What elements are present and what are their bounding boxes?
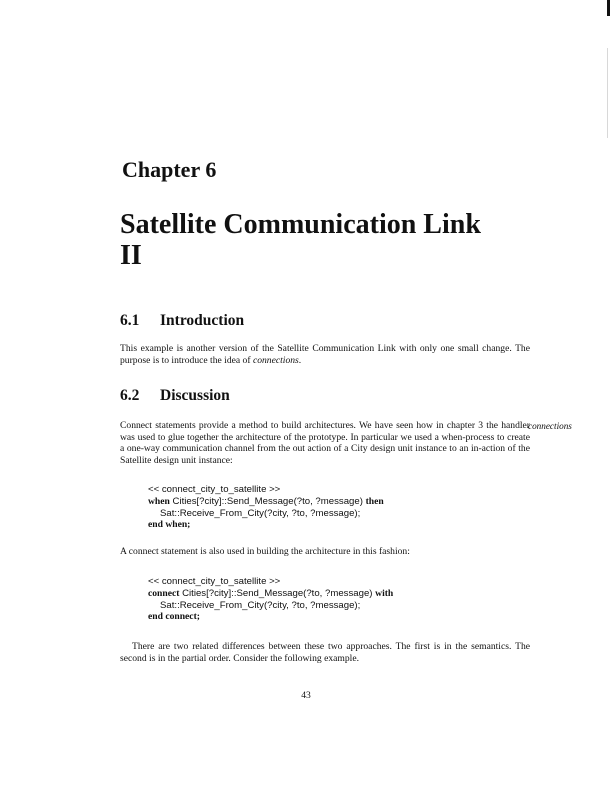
code-when-line — [148, 496, 384, 508]
code-expression: Cities[?city]::Send_Message(?to, ?message) — [179, 587, 376, 599]
chapter-title-line1: Satellite Communication Link — [120, 209, 481, 240]
code-label: << connect_city_to_satellite >> — [148, 484, 281, 495]
emphasis-connections: connections — [252, 354, 299, 366]
keyword-then: then — [365, 495, 384, 507]
code-body: Sat::Receive_From_City(?city, ?to, ?message); — [160, 507, 361, 519]
introduction-paragraph — [120, 343, 530, 366]
code-connect-line — [148, 588, 393, 600]
code-block-connect — [148, 576, 393, 623]
code-end — [148, 519, 384, 531]
code-block-when — [148, 484, 384, 531]
code-body: Sat::Receive_From_City(?city, ?to, ?message); — [160, 599, 361, 611]
keyword-with: with — [375, 587, 394, 599]
chapter-label: Chapter 6 — [122, 157, 217, 182]
keyword-end-connect: end connect; — [148, 611, 200, 623]
section-number: 6.2 — [120, 387, 140, 404]
chapter-title — [120, 209, 540, 271]
section-heading-introduction — [120, 312, 244, 330]
margin-note: connections — [528, 421, 572, 431]
section-number: 6.1 — [120, 312, 140, 329]
discussion-paragraph-3: There are two related differences between these two approaches. The first is in the semantics. The second is in the partial order. Consider the following example. — [120, 641, 530, 664]
code-end — [148, 611, 393, 623]
code-expression: Cities[?city]::Send_Message(?to, ?message) — [169, 495, 366, 507]
code-label: << connect_city_to_satellite >> — [148, 576, 281, 587]
section-heading-discussion — [120, 387, 230, 405]
keyword-end-when: end when; — [148, 519, 191, 531]
scan-edge-line — [607, 48, 608, 138]
paragraph-text: This example is another version of the Satellite Communication Link with only one small change. The purpose is to introduce the idea of — [120, 343, 530, 366]
discussion-paragraph-2: A connect statement is also used in building the architecture in this fashion: — [120, 546, 410, 557]
section-title: Introduction — [160, 312, 245, 329]
page-number: 43 — [301, 690, 311, 701]
keyword-connect: connect — [148, 587, 180, 599]
keyword-when: when — [148, 495, 170, 507]
discussion-paragraph-1: Connect statements provide a method to build architectures. We have seen how in chapter 3 the handler was used to glue together the architecture of the prototype. In particular we used a when-process to create a one-way communication channel from the out action of a City design unit instance to an in-action of the Satellite design unit instance: — [120, 420, 530, 466]
scan-edge-mark — [607, 0, 610, 16]
paragraph-end: . — [298, 354, 302, 366]
section-title: Discussion — [160, 387, 230, 404]
chapter-title-line2: II — [120, 240, 142, 271]
